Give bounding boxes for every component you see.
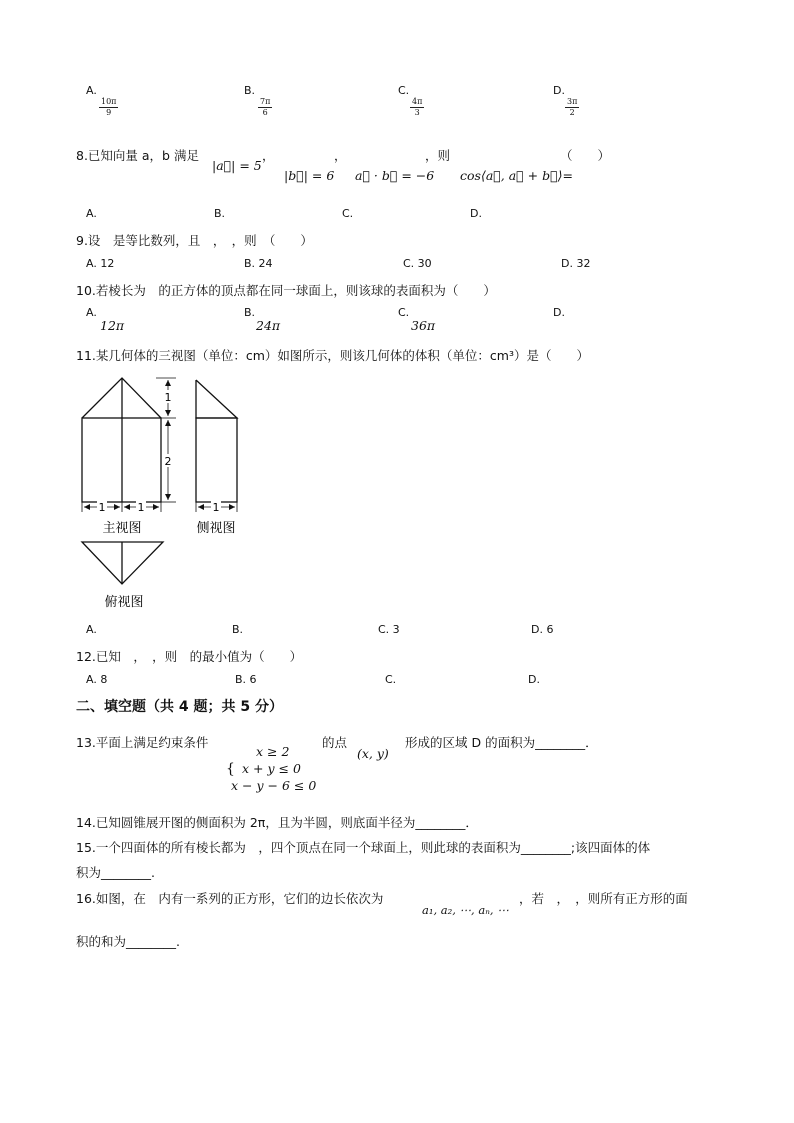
arrow-right-2: [153, 504, 159, 510]
arrow-right-3: [229, 504, 235, 510]
q15-line-2: 积为________.: [76, 865, 155, 880]
q7-option-b: B.: [244, 84, 256, 97]
q13-stem: 13.平面上满足约束条件: [76, 735, 209, 750]
q11-option-b: B.: [232, 623, 244, 636]
q9-stem: 9.设 是等比数列，且 ， ，则 （ ）: [76, 233, 313, 248]
q7-option-c-fraction: [410, 97, 424, 118]
q7-option-a: A.: [86, 84, 97, 97]
q9-option-d: D. 32: [561, 257, 591, 270]
top-view-shape: [82, 542, 163, 584]
q8-math-a-norm: |a⃗| = 5: [212, 158, 262, 173]
arrow-up-2: [165, 420, 171, 426]
dim-label-front-right: 1: [137, 501, 145, 514]
front-view-label: 主视图: [102, 521, 142, 536]
q16-tail: ，若 ， ，则所有正方形的面: [519, 891, 688, 906]
q13-constraint-2: x + y ≤ 0: [242, 761, 301, 776]
top-view-label: 俯视图: [104, 595, 144, 610]
three-view-figure: [70, 370, 270, 620]
q10-option-d: D.: [553, 306, 565, 319]
q13-constraint-brace: {: [226, 761, 235, 777]
side-view-label: 侧视图: [196, 521, 236, 536]
side-view-shape: [196, 380, 237, 502]
q8-math-dot: a⃗ · b⃗ = −6: [355, 168, 435, 183]
q11-option-a: A.: [86, 623, 97, 636]
q10-option-b: B.: [244, 306, 256, 319]
q12-option-c: C.: [385, 673, 397, 686]
q9-option-b: B. 24: [244, 257, 273, 270]
q16-stem: 16.如图，在 内有一系列的正方形，它们的边长依次为: [76, 891, 384, 906]
dim-label-height-1: 1: [164, 391, 172, 404]
q7-option-d: D.: [553, 84, 565, 97]
front-view-shape: [82, 378, 161, 502]
q8-math-cos: cos⟨a⃗, a⃗ + b⃗⟩=: [460, 168, 573, 183]
q7-c-num: 4π: [412, 97, 423, 106]
q7-b-den: 6: [262, 108, 268, 117]
q7-option-b-fraction: [258, 97, 272, 118]
q10-option-a: A.: [86, 306, 97, 319]
section-title-fill-in: 二、填空题（共 4 题；共 5 分）: [76, 699, 283, 715]
q11-option-c: C. 3: [378, 623, 400, 636]
arrow-right-1: [114, 504, 120, 510]
q10-option-c-value: 36π: [411, 318, 436, 333]
q8-option-d: D.: [470, 207, 482, 220]
q7-d-den: 2: [569, 108, 575, 117]
q10-option-c: C.: [398, 306, 410, 319]
arrow-left-3: [198, 504, 204, 510]
arrow-left-2: [124, 504, 130, 510]
q7-a-den: 9: [106, 108, 112, 117]
arrow-left-1: [84, 504, 90, 510]
q7-c-den: 3: [414, 108, 420, 117]
q7-option-a-fraction: [99, 97, 118, 118]
arrow-down-1: [165, 410, 171, 416]
q8-option-a: A.: [86, 207, 97, 220]
q7-option-d-fraction: [565, 97, 579, 118]
q8-comma-1: ，: [262, 148, 275, 163]
q16-line-2: 积的和为________.: [76, 934, 180, 949]
q10-option-a-value: 12π: [100, 318, 125, 333]
q8-then: ，则: [425, 148, 451, 163]
q11-stem: 11.某几何体的三视图（单位：cm）如图所示，则该几何体的体积（单位：cm³）是（ ）: [76, 348, 589, 363]
q11-option-d: D. 6: [531, 623, 554, 636]
q14-stem: 14.已知圆锥展开图的侧面积为 2π，且为半圆，则底面半径为________．: [76, 815, 478, 830]
q9-option-c: C. 30: [403, 257, 432, 270]
q12-option-b: B. 6: [235, 673, 257, 686]
dim-label-front-left: 1: [98, 501, 106, 514]
arrow-up-1: [165, 380, 171, 386]
q8-answer-paren: （ ）: [560, 148, 611, 163]
q8-comma-2: ，: [334, 148, 347, 163]
q8-option-b: B.: [214, 207, 226, 220]
q7-b-num: 7π: [260, 97, 271, 106]
q13-point: (x, y): [357, 746, 389, 761]
arrow-down-2: [165, 494, 171, 500]
q9-option-a: A. 12: [86, 257, 115, 270]
q13-constraint-3: x − y − 6 ≤ 0: [231, 778, 317, 793]
q7-a-num: 10π: [101, 97, 117, 106]
q7-option-c: C.: [398, 84, 410, 97]
q10-option-b-value: 24π: [256, 318, 281, 333]
q8-stem: 8.已知向量 a，b 满足: [76, 148, 199, 163]
q10-stem: 10.若棱长为 的正方体的顶点都在同一球面上，则该球的表面积为（ ）: [76, 283, 496, 298]
dim-label-height-2: 2: [164, 455, 172, 468]
q7-d-num: 3π: [567, 97, 578, 106]
q15-line-1: 15.一个四面体的所有棱长都为 ，四个顶点在同一个球面上，则此球的表面积为________;该四面体的体: [76, 840, 651, 855]
q13-tail: 形成的区域 D 的面积为________．: [405, 735, 598, 750]
q12-stem: 12.已知 ， ，则 的最小值为（ ）: [76, 649, 303, 664]
q13-mid: 的点: [322, 735, 348, 750]
q16-sequence: a₁, a₂, ⋯, aₙ, ⋯: [422, 903, 509, 917]
q8-option-c: C.: [342, 207, 354, 220]
q13-constraint-1: x ≥ 2: [256, 744, 290, 759]
q8-math-b-norm: |b⃗| = 6: [284, 168, 335, 183]
q12-option-d: D.: [528, 673, 540, 686]
dim-label-side: 1: [212, 501, 220, 514]
q12-option-a: A. 8: [86, 673, 108, 686]
